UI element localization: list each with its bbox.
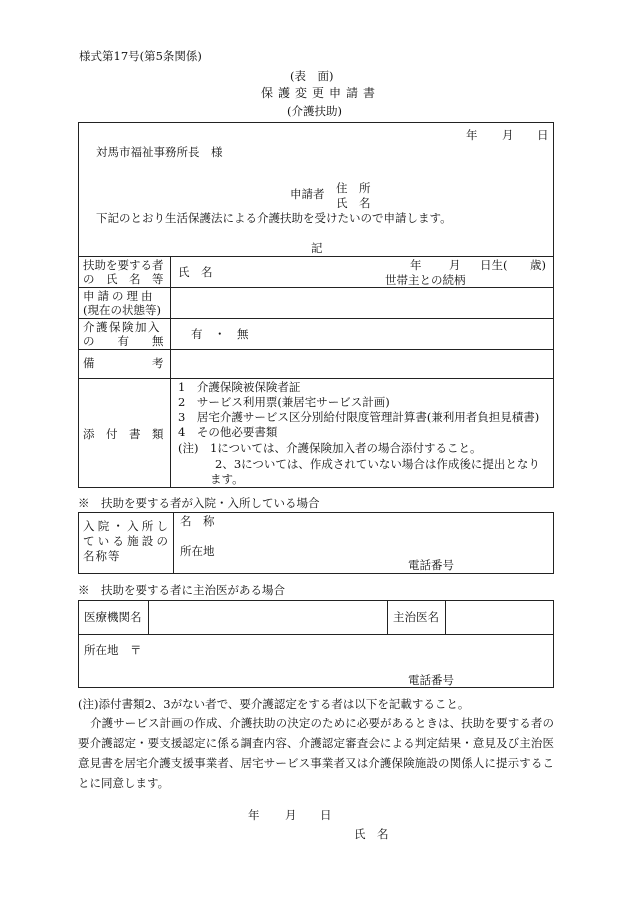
form-side: (表 面) (290, 69, 334, 83)
insurance-label-line2: の 有 無 (83, 334, 164, 348)
doctor-divider (387, 600, 388, 634)
footer-note: (注)添付書類2、3がない者で、要介護認定をする者は以下を記載すること。 (78, 697, 470, 711)
dob-year: 年 (410, 258, 422, 272)
insurance-options: 有 ・ 無 (191, 327, 249, 341)
row-divider (78, 318, 554, 319)
dob-day: 日生( (480, 258, 508, 272)
person-name-label: 氏 名 (178, 265, 213, 279)
attachment-note: (注) 1については、介護保険加入者の場合添付すること。 (178, 441, 482, 455)
application-statement: 下記のとおり生活保護法による介護扶助を受けたいので申請します。 (96, 211, 452, 225)
doctor-heading: ※ 扶助を要する者に主治医がある場合 (78, 583, 285, 597)
dob-age: 歳) (530, 258, 546, 272)
consent-statement: 介護サービス計画の作成、介護扶助の決定のために必要があるときは、扶助を要する者の要介護認定・要支援認定に係る調査内容、介護認定審査会による判定結果・意見及び主治医意見書を居宅介護支援事業者、居宅サービス事業者又は介護保険施設の関係人に提示することに同意します。 (78, 716, 554, 790)
person-label-line2: の 氏 名 等 (83, 272, 164, 286)
row-divider (78, 256, 554, 257)
addressee: 対馬市福祉事務所長 様 (96, 145, 223, 159)
consent-date-year: 年 (248, 808, 260, 822)
attachment-note: 2、3については、作成されていない場合は作成後に提出となります。 (210, 457, 540, 486)
reason-label-line1: 申請の理由 (83, 289, 156, 303)
page-title: 保護変更申請書 (261, 86, 381, 100)
form-number: 様式第17号(第5条関係) (79, 49, 202, 63)
page-subtitle: (介護扶助) (287, 104, 342, 118)
applicant-label: 申請者 (290, 187, 325, 201)
remarks-label: 備 考 (83, 356, 164, 370)
date-year: 年 (466, 128, 478, 142)
doctor-name-label: 主治医名 (393, 610, 439, 624)
facility-divider (173, 512, 174, 574)
person-label-line1: 扶助を要する者 (83, 258, 164, 272)
relation-label: 世帯主との続柄 (385, 273, 466, 287)
dob-month: 月 (449, 258, 461, 272)
row-divider (78, 349, 554, 350)
insurance-label-line1: 介護保険加入 (83, 320, 161, 334)
institution-label: 医療機関名 (84, 610, 142, 624)
attachment-item: 1 介護保険被保険者証 (178, 380, 301, 394)
facility-address-label: 所在地 (180, 544, 215, 558)
date-month: 月 (502, 128, 514, 142)
consent-date-day: 日 (320, 808, 332, 822)
doctor-divider (445, 600, 446, 634)
attachments-label: 添 付 書 類 (83, 427, 164, 441)
attachment-item: 2 サービス利用票(兼居宅サービス計画) (178, 395, 390, 409)
doctor-address-label: 所在地 〒 (84, 643, 142, 657)
doctor-row-divider (78, 634, 554, 635)
facility-phone-label: 電話番号 (408, 558, 454, 572)
facility-label: 入院・入所している施設の名称等 (83, 519, 169, 563)
facility-name-label: 名 称 (180, 514, 215, 528)
facility-heading: ※ 扶助を要する者が入院・入所している場合 (78, 496, 320, 510)
doctor-box (78, 600, 554, 688)
ki-label: 記 (311, 241, 323, 255)
applicant-name-label: 氏 名 (336, 196, 371, 210)
doctor-phone-label: 電話番号 (408, 673, 454, 687)
consent-name-label: 氏 名 (354, 827, 389, 841)
consent-date-month: 月 (285, 808, 297, 822)
doctor-divider (148, 600, 149, 634)
date-day: 日 (537, 128, 549, 142)
attachment-item: 4 その他必要書類 (178, 425, 278, 439)
reason-label-line2: (現在の状態等) (83, 303, 161, 317)
applicant-address-label: 住 所 (336, 181, 371, 195)
label-column-divider (170, 256, 171, 488)
row-divider (78, 287, 554, 288)
row-divider (78, 378, 554, 379)
attachment-item: 3 居宅介護サービス区分別給付限度管理計算書(兼利用者負担見積書) (178, 410, 540, 424)
